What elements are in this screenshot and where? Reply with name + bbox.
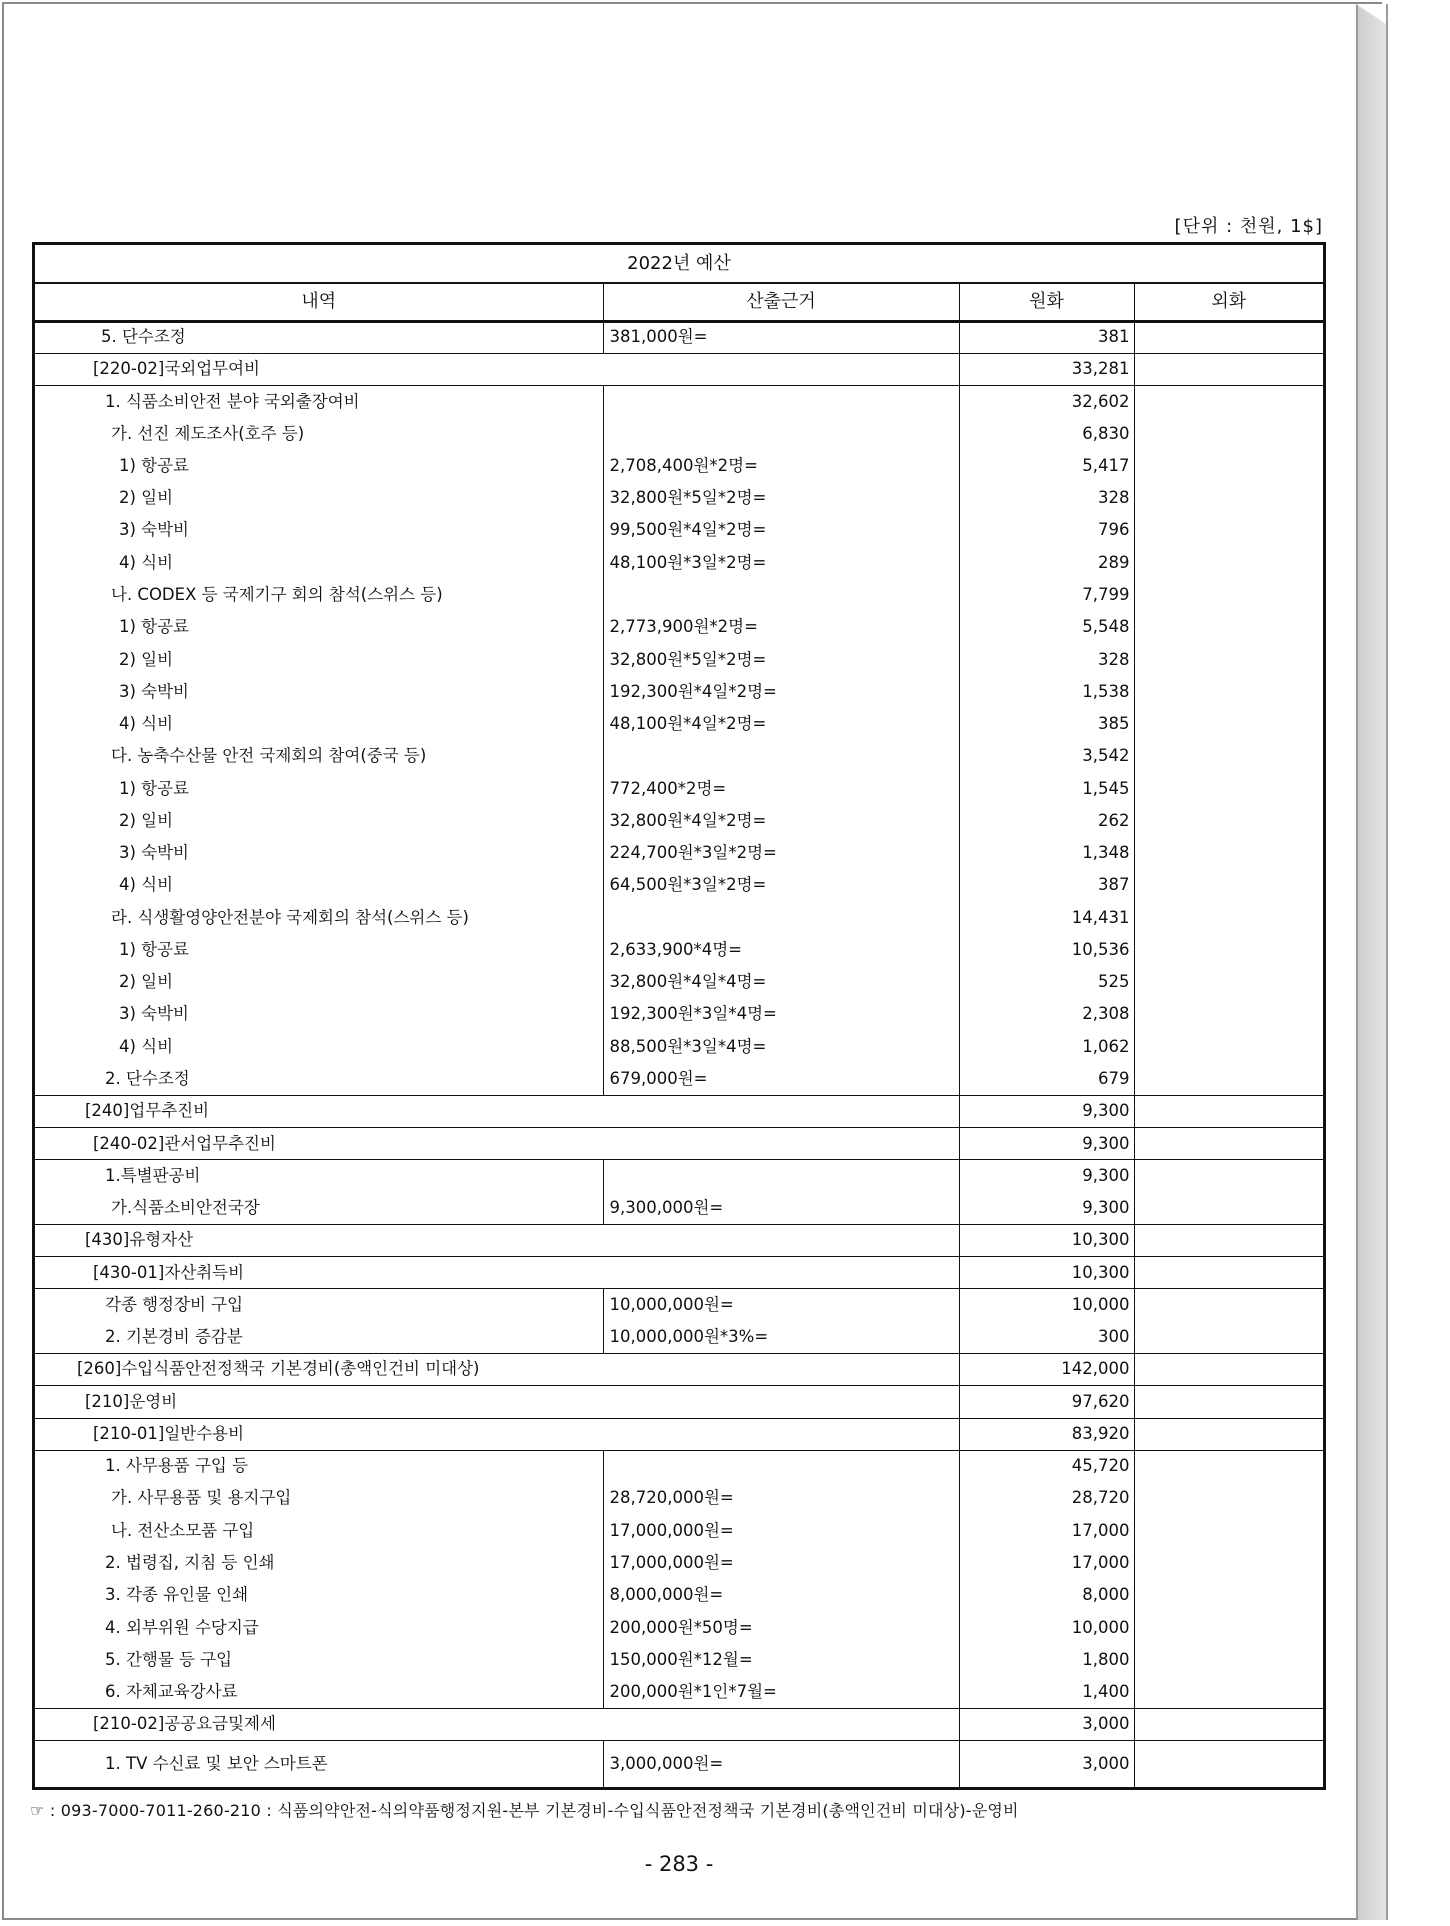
table-row: [35, 1741, 1323, 1787]
cell-fx: [1134, 1418, 1323, 1450]
cell-item: 1) 항공료: [35, 611, 603, 643]
cell-fx: [1134, 1483, 1323, 1515]
cell-krw: 10,000: [959, 1289, 1134, 1321]
cell-basis: 17,000,000원=: [603, 1547, 959, 1579]
table-body: [35, 321, 1323, 1787]
cell-basis: 10,000,000원=: [603, 1289, 959, 1321]
cell-item: 다. 농축수산물 안전 국제회의 참여(중국 등): [35, 740, 603, 772]
cell-basis: [603, 1450, 959, 1482]
cell-item: [430-01]자산취득비: [35, 1257, 959, 1289]
cell-fx: [1134, 708, 1323, 740]
cell-item: 4) 식비: [35, 547, 603, 579]
cell-krw: 1,400: [959, 1676, 1134, 1708]
cell-item: 4) 식비: [35, 870, 603, 902]
cell-basis: 88,500원*3일*4명=: [603, 1031, 959, 1063]
cell-krw: 8,000: [959, 1579, 1134, 1611]
cell-fx: [1134, 966, 1323, 998]
table-row: [35, 1160, 1323, 1192]
cell-fx: [1134, 999, 1323, 1031]
column-header-item: 내역: [35, 283, 603, 321]
table-row: [35, 1450, 1323, 1482]
cell-fx: [1134, 1289, 1323, 1321]
cell-item: 3) 숙박비: [35, 515, 603, 547]
cell-krw: 385: [959, 708, 1134, 740]
cell-basis: 150,000원*12월=: [603, 1644, 959, 1676]
cell-item: [240-02]관서업무추진비: [35, 1128, 959, 1160]
cell-item: 1) 항공료: [35, 773, 603, 805]
cell-basis: 381,000원=: [603, 321, 959, 353]
table-row: [35, 1095, 1323, 1127]
cell-krw: 10,300: [959, 1257, 1134, 1289]
cell-item: 1) 항공료: [35, 450, 603, 482]
cell-krw: 679: [959, 1063, 1134, 1095]
cell-fx: [1134, 1224, 1323, 1256]
cell-fx: [1134, 547, 1323, 579]
cell-item: 2. 법령집, 지침 등 인쇄: [35, 1547, 603, 1579]
cell-item: 6. 자체교육강사료: [35, 1676, 603, 1708]
cell-fx: [1134, 1547, 1323, 1579]
cell-basis: [603, 740, 959, 772]
table-row: [35, 353, 1323, 385]
cell-basis: 679,000원=: [603, 1063, 959, 1095]
cell-krw: 7,799: [959, 579, 1134, 611]
cell-item: 3) 숙박비: [35, 999, 603, 1031]
cell-fx: [1134, 1708, 1323, 1740]
page-corner: [1356, 4, 1386, 24]
cell-basis: 17,000,000원=: [603, 1515, 959, 1547]
table-row: [35, 1289, 1323, 1321]
table-row: [35, 1321, 1323, 1353]
cell-krw: 17,000: [959, 1515, 1134, 1547]
cell-item: 1. 식품소비안전 분야 국외출장여비: [35, 386, 603, 418]
cell-basis: 99,500원*4일*2명=: [603, 515, 959, 547]
cell-item: 2) 일비: [35, 482, 603, 514]
cell-item: 2) 일비: [35, 805, 603, 837]
column-header-basis: 산출근거: [603, 283, 959, 321]
cell-krw: 14,431: [959, 902, 1134, 934]
table-row: [35, 579, 1323, 611]
cell-krw: 10,300: [959, 1224, 1134, 1256]
cell-basis: 32,800원*4일*4명=: [603, 966, 959, 998]
cell-item: 가. 선진 제도조사(호주 등): [35, 418, 603, 450]
cell-fx: [1134, 1063, 1323, 1095]
cell-basis: 48,100원*3일*2명=: [603, 547, 959, 579]
table-row: [35, 966, 1323, 998]
cell-fx: [1134, 450, 1323, 482]
cell-fx: [1134, 1128, 1323, 1160]
cell-krw: 387: [959, 870, 1134, 902]
cell-fx: [1134, 902, 1323, 934]
cell-item: 나. 전산소모품 구입: [35, 1515, 603, 1547]
table-row: [35, 1257, 1323, 1289]
table-row: [35, 1031, 1323, 1063]
cell-item: 4. 외부위원 수당지급: [35, 1612, 603, 1644]
cell-basis: 64,500원*3일*2명=: [603, 870, 959, 902]
cell-item: [260]수입식품안전정책국 기본경비(총액인건비 미대상): [35, 1354, 959, 1386]
cell-krw: 97,620: [959, 1386, 1134, 1418]
cell-item: 라. 식생활영양안전분야 국제회의 참석(스위스 등): [35, 902, 603, 934]
cell-krw: 3,542: [959, 740, 1134, 772]
cell-item: 4) 식비: [35, 708, 603, 740]
table-row: [35, 740, 1323, 772]
cell-krw: 262: [959, 805, 1134, 837]
cell-fx: [1134, 1644, 1323, 1676]
cell-krw: 3,000: [959, 1741, 1134, 1787]
cell-item: 각종 행정장비 구입: [35, 1289, 603, 1321]
column-header-fx: 외화: [1134, 283, 1323, 321]
cell-fx: [1134, 644, 1323, 676]
cell-krw: 1,800: [959, 1644, 1134, 1676]
table-row: [35, 1128, 1323, 1160]
table-row: [35, 1386, 1323, 1418]
cell-krw: 83,920: [959, 1418, 1134, 1450]
cell-krw: 1,348: [959, 837, 1134, 869]
cell-fx: [1134, 321, 1323, 353]
cell-item: 2) 일비: [35, 644, 603, 676]
cell-krw: 1,545: [959, 773, 1134, 805]
table-row: [35, 676, 1323, 708]
cell-item: [220-02]국외업무여비: [35, 353, 959, 385]
cell-basis: 32,800원*5일*2명=: [603, 644, 959, 676]
table-row: [35, 1354, 1323, 1386]
cell-basis: 32,800원*4일*2명=: [603, 805, 959, 837]
cell-basis: 28,720,000원=: [603, 1483, 959, 1515]
page-number: - 283 -: [644, 1852, 714, 1876]
cell-item: 가.식품소비안전국장: [35, 1192, 603, 1224]
cell-item: [240]업무추진비: [35, 1095, 959, 1127]
cell-krw: 289: [959, 547, 1134, 579]
cell-krw: 9,300: [959, 1128, 1134, 1160]
budget-table-container: [32, 242, 1326, 1790]
cell-fx: [1134, 353, 1323, 385]
cell-fx: [1134, 837, 1323, 869]
cell-fx: [1134, 1450, 1323, 1482]
table-row: [35, 1547, 1323, 1579]
page-edge-shadow: [1356, 4, 1388, 1920]
table-row: [35, 999, 1323, 1031]
cell-item: 3. 각종 유인물 인쇄: [35, 1579, 603, 1611]
cell-krw: 525: [959, 966, 1134, 998]
cell-fx: [1134, 1612, 1323, 1644]
cell-fx: [1134, 1095, 1323, 1127]
unit-label: [단위 : 천원, 1$]: [1174, 216, 1323, 237]
cell-basis: [603, 1160, 959, 1192]
cell-item: 나. CODEX 등 국제기구 회의 참석(스위스 등): [35, 579, 603, 611]
cell-basis: 8,000,000원=: [603, 1579, 959, 1611]
cell-basis: 9,300,000원=: [603, 1192, 959, 1224]
cell-krw: 32,602: [959, 386, 1134, 418]
table-row: [35, 644, 1323, 676]
cell-fx: [1134, 870, 1323, 902]
table-row: [35, 515, 1323, 547]
cell-fx: [1134, 1354, 1323, 1386]
cell-krw: 328: [959, 482, 1134, 514]
cell-krw: 17,000: [959, 1547, 1134, 1579]
cell-basis: 3,000,000원=: [603, 1741, 959, 1787]
cell-item: 5. 단수조정: [35, 321, 603, 353]
cell-fx: [1134, 386, 1323, 418]
cell-basis: 10,000,000원*3%=: [603, 1321, 959, 1353]
cell-fx: [1134, 611, 1323, 643]
cell-basis: [603, 386, 959, 418]
table-row: [35, 773, 1323, 805]
cell-krw: 1,538: [959, 676, 1134, 708]
cell-basis: 224,700원*3일*2명=: [603, 837, 959, 869]
cell-fx: [1134, 1031, 1323, 1063]
cell-fx: [1134, 740, 1323, 772]
cell-krw: 9,300: [959, 1192, 1134, 1224]
cell-fx: [1134, 1741, 1323, 1787]
cell-item: [210-02]공공요금및제세: [35, 1708, 959, 1740]
budget-table: [35, 245, 1323, 1787]
cell-item: [210-01]일반수용비: [35, 1418, 959, 1450]
cell-item: 3) 숙박비: [35, 676, 603, 708]
cell-fx: [1134, 1257, 1323, 1289]
year-header: 2022년 예산: [35, 245, 1323, 283]
cell-krw: 300: [959, 1321, 1134, 1353]
table-row: [35, 708, 1323, 740]
cell-item: [430]유형자산: [35, 1224, 959, 1256]
cell-item: 1.특별판공비: [35, 1160, 603, 1192]
cell-krw: 3,000: [959, 1708, 1134, 1740]
cell-fx: [1134, 515, 1323, 547]
cell-krw: 1,062: [959, 1031, 1134, 1063]
cell-fx: [1134, 1515, 1323, 1547]
cell-item: 2) 일비: [35, 966, 603, 998]
cell-krw: 10,536: [959, 934, 1134, 966]
cell-item: 2. 기본경비 증감분: [35, 1321, 603, 1353]
table-row: [35, 934, 1323, 966]
table-row: [35, 1483, 1323, 1515]
cell-krw: 5,548: [959, 611, 1134, 643]
cell-krw: 381: [959, 321, 1134, 353]
cell-item: 가. 사무용품 및 용지구입: [35, 1483, 603, 1515]
cell-basis: 192,300원*4일*2명=: [603, 676, 959, 708]
cell-krw: 142,000: [959, 1354, 1134, 1386]
cell-fx: [1134, 1386, 1323, 1418]
table-row: [35, 482, 1323, 514]
cell-basis: 2,773,900원*2명=: [603, 611, 959, 643]
table-row: [35, 1515, 1323, 1547]
cell-krw: 2,308: [959, 999, 1134, 1031]
table-row: [35, 902, 1323, 934]
cell-krw: 6,830: [959, 418, 1134, 450]
cell-fx: [1134, 1676, 1323, 1708]
cell-item: 3) 숙박비: [35, 837, 603, 869]
cell-krw: 10,000: [959, 1612, 1134, 1644]
cell-krw: 328: [959, 644, 1134, 676]
table-row: [35, 450, 1323, 482]
cell-basis: [603, 418, 959, 450]
cell-item: 1. TV 수신료 및 보안 스마트폰: [35, 1741, 603, 1787]
cell-item: 1. 사무용품 구입 등: [35, 1450, 603, 1482]
table-row: [35, 870, 1323, 902]
cell-basis: [603, 579, 959, 611]
cell-item: [210]운영비: [35, 1386, 959, 1418]
cell-basis: 2,708,400원*2명=: [603, 450, 959, 482]
cell-basis: 200,000원*1인*7월=: [603, 1676, 959, 1708]
table-row: [35, 1644, 1323, 1676]
column-header-krw: 원화: [959, 283, 1134, 321]
cell-basis: 192,300원*3일*4명=: [603, 999, 959, 1031]
cell-item: 4) 식비: [35, 1031, 603, 1063]
table-row: [35, 837, 1323, 869]
cell-krw: 9,300: [959, 1160, 1134, 1192]
table-row: [35, 386, 1323, 418]
table-row: [35, 547, 1323, 579]
cell-item: 1) 항공료: [35, 934, 603, 966]
cell-fx: [1134, 1579, 1323, 1611]
cell-krw: 5,417: [959, 450, 1134, 482]
cell-basis: 2,633,900*4명=: [603, 934, 959, 966]
cell-krw: 28,720: [959, 1483, 1134, 1515]
table-row: [35, 1418, 1323, 1450]
cell-fx: [1134, 418, 1323, 450]
cell-krw: 9,300: [959, 1095, 1134, 1127]
cell-krw: 45,720: [959, 1450, 1134, 1482]
cell-fx: [1134, 1321, 1323, 1353]
cell-krw: 796: [959, 515, 1134, 547]
table-row: [35, 418, 1323, 450]
table-row: [35, 321, 1323, 353]
cell-fx: [1134, 934, 1323, 966]
table-row: [35, 1224, 1323, 1256]
cell-basis: 772,400*2명=: [603, 773, 959, 805]
table-row: [35, 1676, 1323, 1708]
cell-fx: [1134, 1160, 1323, 1192]
cell-item: 2. 단수조정: [35, 1063, 603, 1095]
cell-basis: [603, 902, 959, 934]
cell-fx: [1134, 579, 1323, 611]
cell-basis: 32,800원*5일*2명=: [603, 482, 959, 514]
cell-fx: [1134, 676, 1323, 708]
account-code-note: ☞ : 093-7000-7011-260-210 : 식품의약안전-식의약품행정지원-본부 기본경비-수입식품안전정책국 기본경비(총액인건비 미대상)-운영비: [30, 1801, 1019, 1820]
cell-basis: 48,100원*4일*2명=: [603, 708, 959, 740]
table-row: [35, 805, 1323, 837]
table-row: [35, 611, 1323, 643]
cell-fx: [1134, 482, 1323, 514]
table-row: [35, 1192, 1323, 1224]
cell-basis: 200,000원*50명=: [603, 1612, 959, 1644]
table-row: [35, 1579, 1323, 1611]
table-row: [35, 1708, 1323, 1740]
table-row: [35, 1612, 1323, 1644]
cell-item: 5. 간행물 등 구입: [35, 1644, 603, 1676]
table-row: [35, 1063, 1323, 1095]
cell-fx: [1134, 773, 1323, 805]
cell-krw: 33,281: [959, 353, 1134, 385]
cell-fx: [1134, 1192, 1323, 1224]
cell-fx: [1134, 805, 1323, 837]
